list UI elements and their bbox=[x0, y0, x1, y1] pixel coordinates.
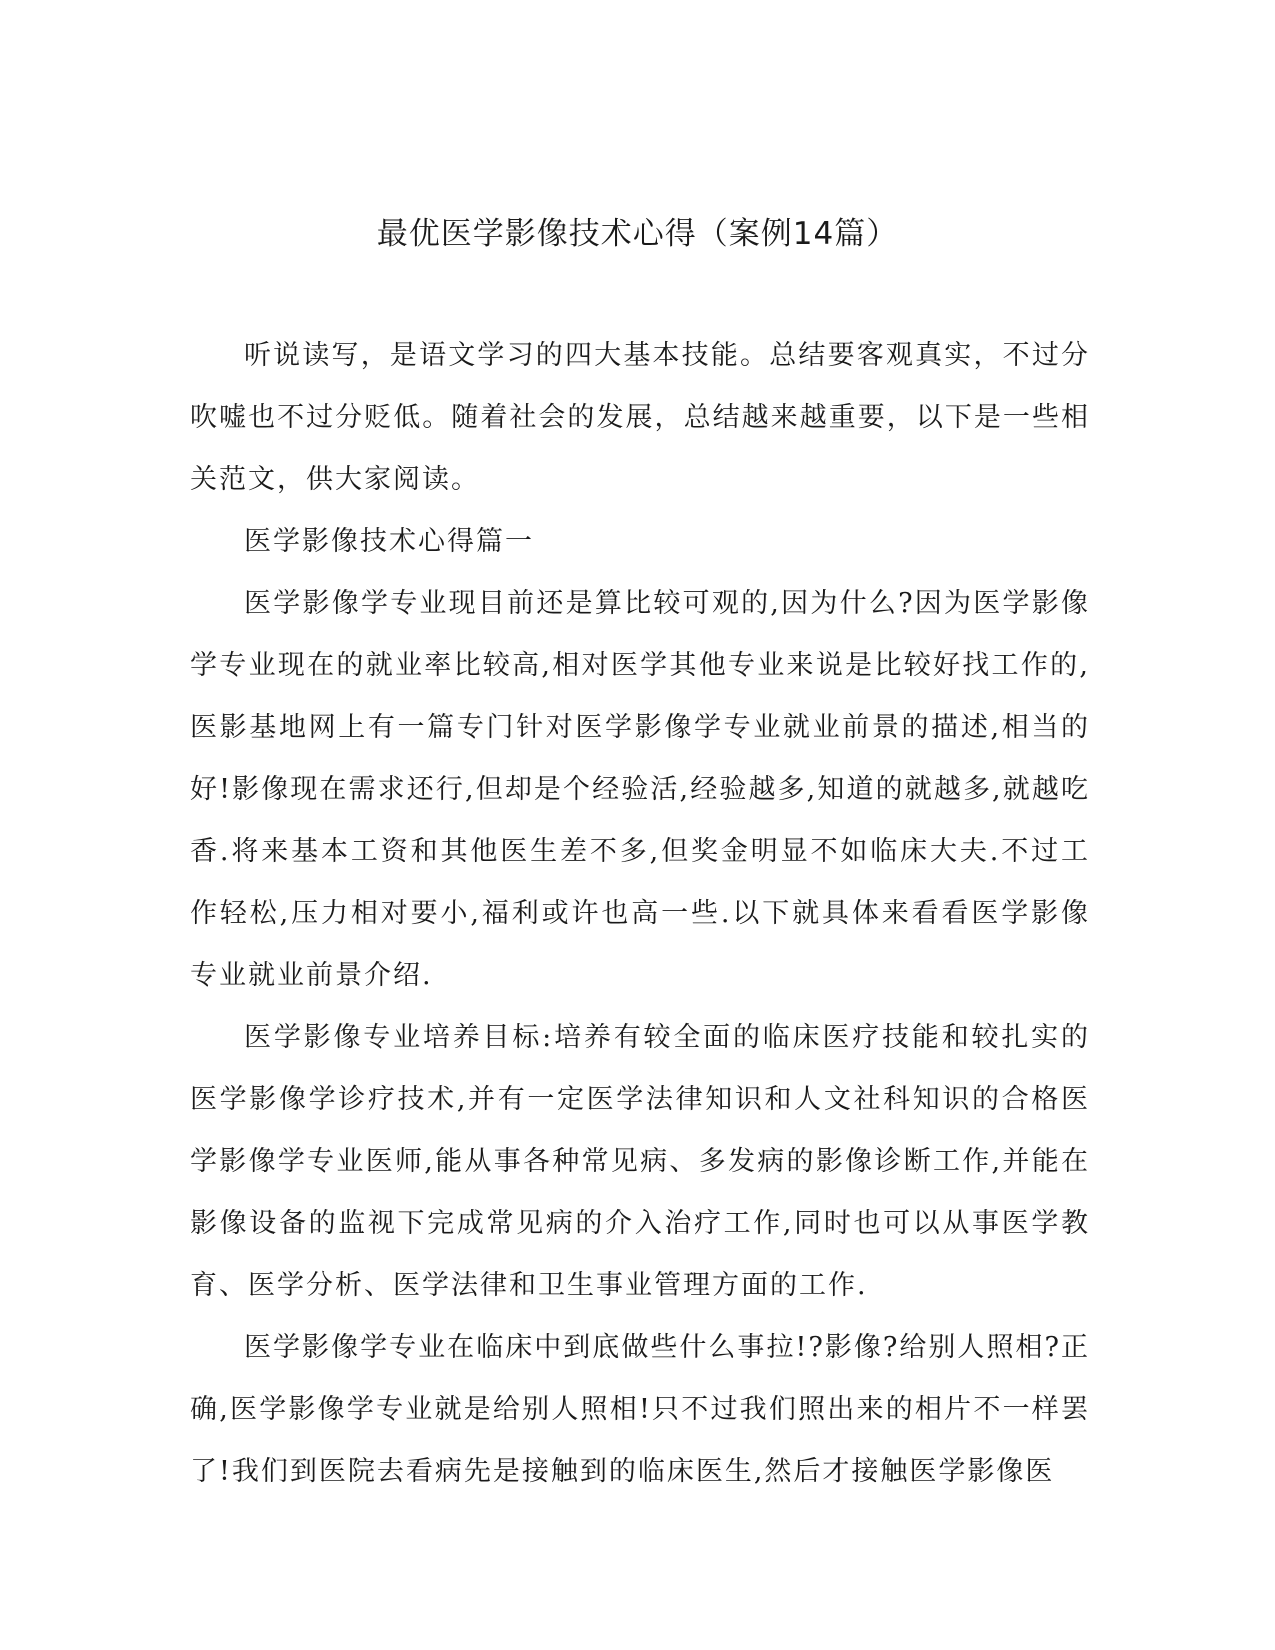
paragraph-intro: 听说读写，是语文学习的四大基本技能。总结要客观真实，不过分吹嘘也不过分贬低。随着社会的发展，总结越来越重要，以下是一些相关范文，供大家阅读。 bbox=[190, 340, 1090, 495]
paragraph: 医学影像学专业在临床中到底做些什么事拉!?影像?给别人照相?正确,医学影像学专业就是给别人照相!只不过我们照出来的相片不一样罢了!我们到医院去看病先是接触到的临床医生,然后才接触医学影像医 bbox=[190, 1332, 1090, 1487]
section-heading: 医学影像技术心得篇一 bbox=[244, 526, 534, 557]
paragraph: 医学影像专业培养目标:培养有较全面的临床医疗技能和较扎实的医学影像学诊疗技术,并有一定医学法律知识和人文社科知识的合格医学影像学专业医师,能从事各种常见病、多发病的影像诊断工作,并能在影像设备的监视下完成常见病的介入治疗工作,同时也可以从事医学教育、医学分析、医学法律和卫生事业管理方面的工作. bbox=[190, 1022, 1090, 1301]
paragraph: 医学影像学专业现目前还是算比较可观的,因为什么?因为医学影像学专业现在的就业率比较高,相对医学其他专业来说是比较好找工作的,医影基地网上有一篇专门针对医学影像学专业就业前景的描述,相当的好!影像现在需求还行,但却是个经验活,经验越多,知道的就越多,就越吃香.将来基本工资和其他医生差不多,但奖金明显不如临床大夫.不过工作轻松,压力相对要小,福利或许也高一些.以下就具体来看看医学影像专业就业前景介绍. bbox=[190, 588, 1090, 991]
document-title: 最优医学影像技术心得（案例14篇） bbox=[376, 216, 899, 252]
document-body bbox=[190, 325, 1090, 1503]
